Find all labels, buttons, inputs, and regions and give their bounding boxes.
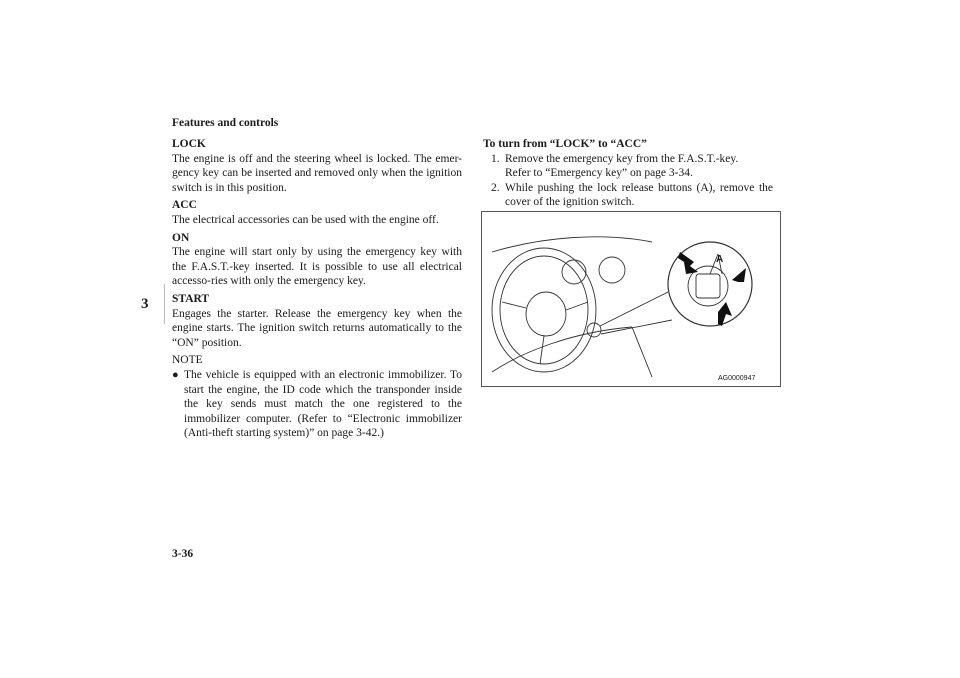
note-heading: NOTE bbox=[172, 354, 203, 367]
term-description: The engine is off and the steering wheel is locked. The emer-gency key can be inserted and removed only when the ignition switch is in this position. bbox=[172, 152, 462, 194]
page-number: 3-36 bbox=[172, 548, 194, 560]
left-column bbox=[172, 137, 462, 441]
term-label: LOCK bbox=[172, 138, 206, 150]
step-text: While pushing the lock release buttons (A), remove the cover of the ignition switch. bbox=[505, 181, 773, 209]
term-description: The engine will start only by using the emergency key with the F.A.S.T.-key inserted. It is possible to use all electrical accesso-ries with only the emergency key. bbox=[172, 246, 462, 288]
right-column bbox=[483, 137, 773, 210]
step-number: 1. bbox=[491, 152, 500, 165]
step-1 bbox=[483, 152, 773, 181]
ignition-figure bbox=[481, 211, 781, 387]
term-on bbox=[172, 231, 462, 289]
step-number: 2. bbox=[491, 181, 500, 194]
term-start bbox=[172, 292, 462, 350]
chapter-tab-number: 3 bbox=[141, 296, 149, 312]
step-text: Remove the emergency key from the F.A.S.T.-key. bbox=[505, 152, 739, 165]
term-acc bbox=[172, 198, 462, 227]
term-lock bbox=[172, 137, 462, 195]
bullet-dot-icon: ● bbox=[172, 368, 179, 381]
term-description: The electrical accessories can be used with the engine off. bbox=[172, 213, 439, 226]
note-bullet bbox=[172, 368, 462, 441]
note-text: The vehicle is equipped with an electronic immobilizer. To start the engine, the ID code which the transponder inside the key sends must match the one registered to the immobilizer computer. (Refer to “Electronic immobilizer (Anti-theft starting system)” on page 3-42.) bbox=[184, 368, 462, 440]
callout-a: A bbox=[716, 254, 724, 265]
term-label: START bbox=[172, 292, 210, 305]
term-label: ACC bbox=[172, 199, 197, 212]
term-description: Engages the starter. Release the emergency key when the engine starts. The ignition switch returns automatically to the “ON” position. bbox=[172, 307, 462, 349]
procedure-title: To turn from “LOCK” to “ACC” bbox=[483, 138, 647, 150]
section-header: Features and controls bbox=[172, 117, 279, 129]
term-label: ON bbox=[172, 231, 190, 244]
dashboard-illustration bbox=[482, 212, 780, 386]
step-reference: Refer to “Emergency key” on page 3-34. bbox=[505, 167, 693, 180]
step-2 bbox=[483, 181, 773, 210]
figure-id: AG0000947 bbox=[718, 375, 756, 382]
